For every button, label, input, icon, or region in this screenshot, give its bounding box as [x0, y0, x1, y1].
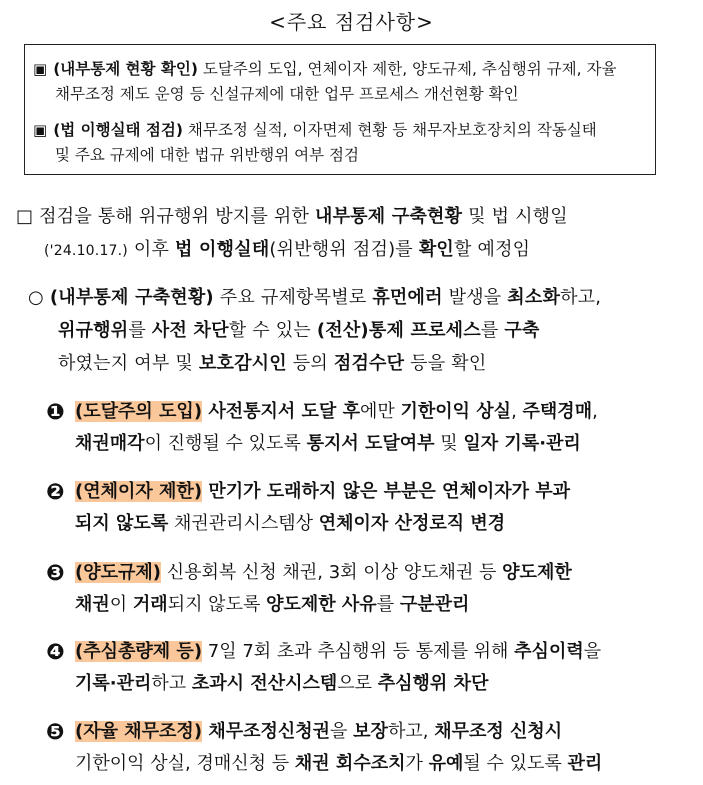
box-item-internal-control: ▣ (내부통제 현황 확인) 도달주의 도입, 연체이자 제한, 양도규제, 추심행위 규제, 자율 채무조정 제도 운영 등 신설규제에 대한 업무 프로세스 개선현황 확인: [33, 60, 617, 103]
square-bullet-icon: ▣: [33, 60, 48, 78]
circle-bullet-icon: ○: [28, 287, 44, 308]
number-4-icon: ❹: [46, 640, 65, 665]
hollow-square-bullet-icon: □: [16, 206, 34, 227]
box-item-law-compliance: ▣ (법 이행실태 점검) 채무조정 실적, 이자면제 현황 등 채무자보호장치의 작동실태 및 주요 규제에 대한 법규 위반행위 여부 점검: [33, 121, 597, 164]
number-5-icon: ❺: [46, 720, 65, 745]
list-item: (도달주의 도입) 사전통지서 도달 후에만 기한이익 상실, 주택경매, 채권매각이 진행될 수 있도록 통지서 도달여부 및 일자 기록·관리: [75, 401, 598, 454]
page-title: <주요 점검사항>: [269, 10, 434, 34]
number-1-icon: ❶: [46, 400, 65, 425]
square-bullet-icon: ▣: [33, 121, 48, 139]
main-paragraph: □ 점검을 통해 위규행위 방지를 위한 내부통제 구축현황 및 법 시행일 ('24.10.17.) 이후 법 이행실태(위반행위 점검)를 확인할 예정임: [16, 206, 568, 260]
list-item: (연체이자 제한) 만기가 도래하지 않은 부분은 연체이자가 부과 되지 않도록 채권관리시스템상 연체이자 산정로직 변경: [75, 481, 571, 534]
list-item: (추심총량제 등) 7일 7회 초과 추심행위 등 통제를 위해 추심이력을 기록·관리하고 초과시 전산시스템으로 추심행위 차단: [75, 641, 602, 694]
list-item: (자율 채무조정) 채무조정신청권을 보장하고, 채무조정 신청시 기한이익 상실, 경매신청 등 채권 회수조치가 유예될 수 있도록 관리: [75, 721, 603, 774]
list-item: (양도규제) 신용회복 신청 채권, 3회 이상 양도채권 등 양도제한 채권이 거래되지 않도록 양도제한 사유를 구분관리: [75, 562, 572, 615]
number-3-icon: ❸: [46, 561, 65, 586]
sub-paragraph: ○ (내부통제 구축현황) 주요 규제항목별로 휴먼에러 발생을 최소화하고, 위규행위를 사전 차단할 수 있는 (전산)통제 프로세스를 구축 하였는지 여부 및 보호감시인 등의 점검수단 등을 확인: [28, 287, 602, 374]
summary-box: [24, 44, 656, 175]
number-2-icon: ❷: [46, 480, 65, 505]
